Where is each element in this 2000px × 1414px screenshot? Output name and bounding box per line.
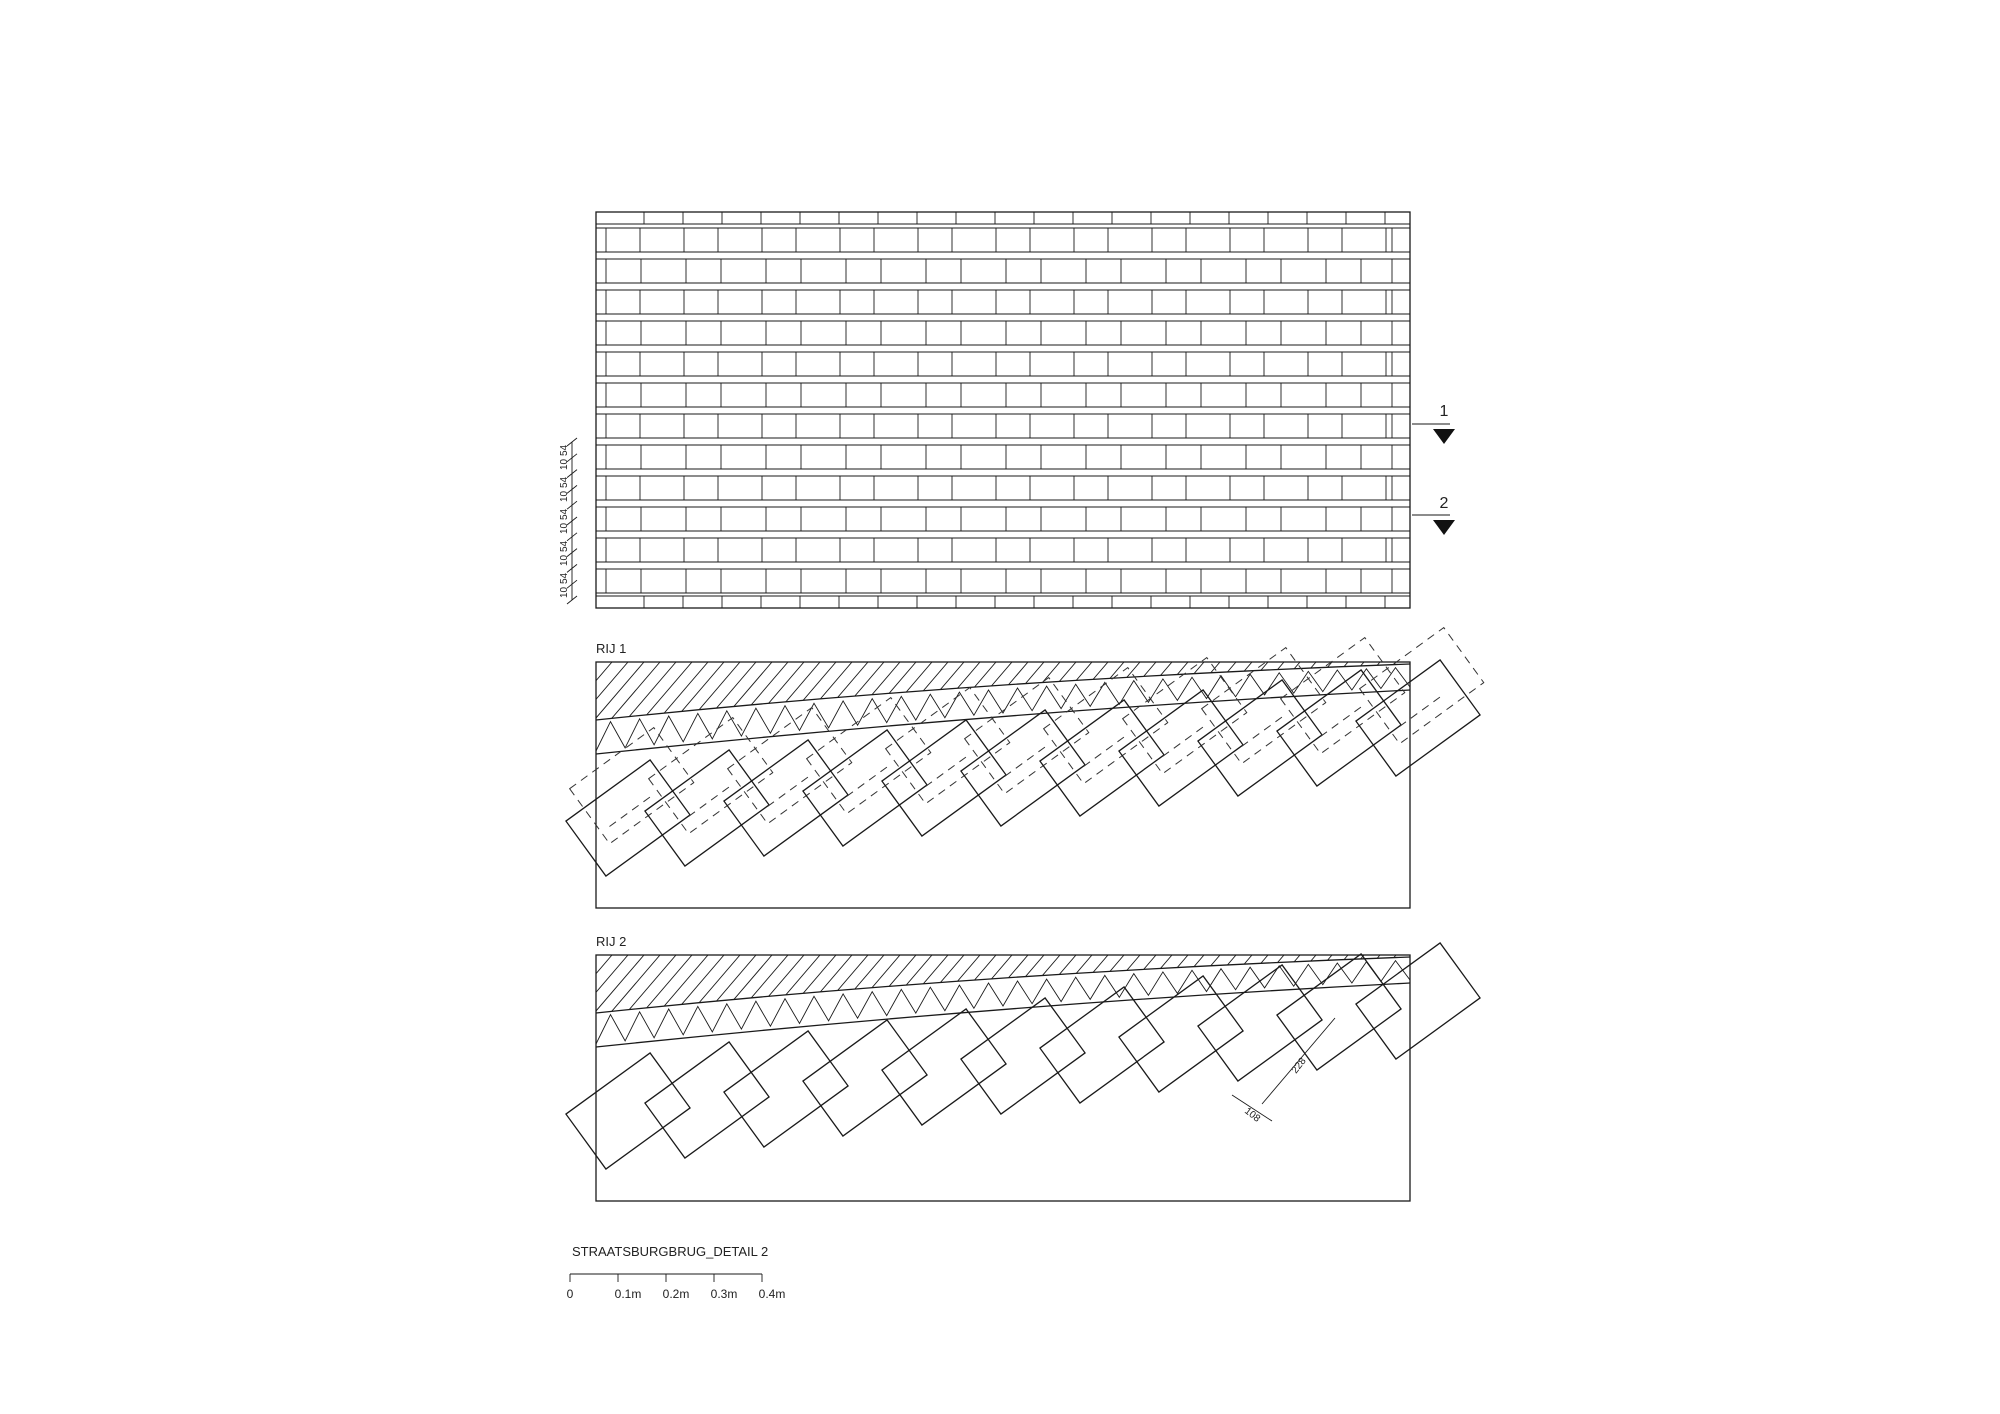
brick-elevation [596,212,1410,608]
dimension-joint-label: 10 [559,586,570,598]
hatch-line [1096,662,1156,732]
hatch-line [760,662,820,732]
brick-hidden-joint [1320,707,1360,736]
hatch-line [1464,662,1524,732]
hatch-line [1144,955,1204,1025]
drawing-title: STRAATSBURGBRUG_DETAIL 2 [572,1244,769,1259]
hatch-line [600,662,660,732]
brick [882,1009,1006,1125]
brick [1277,954,1401,1070]
brick-hidden-joint [1162,727,1202,756]
hatch-line [1320,955,1380,1025]
scale-bar-tick-label: 0.3m [710,1287,738,1301]
section-label-rij-2: RIJ 2 [596,934,627,949]
dimension-course-label: 54 [559,444,570,456]
hatch-line [1128,662,1188,732]
hatch-line [824,955,884,1025]
hatch-line [1016,662,1076,732]
brick-outline [1277,954,1401,1070]
brick-outline [566,1053,690,1169]
hatch-line [1032,662,1092,732]
brick-length-label: 228 [1289,1055,1309,1076]
hatch-line [1432,662,1492,732]
hatch-line [616,955,676,1025]
brick-outline [645,1042,769,1158]
brick-outline [961,998,1085,1114]
brick-hidden-joint [1241,717,1281,746]
hatch-line [552,662,612,732]
hatch-line [744,662,804,732]
scale-bar-tick-label: 0.2m [662,1287,690,1301]
hatch-line [1128,955,1188,1025]
section-marker-2-label: 2 [1439,495,1449,512]
hatch-line [1000,955,1060,1025]
hatch-line [1384,662,1444,732]
brick-hidden-joint [1399,697,1439,726]
hatch-line [1368,955,1428,1025]
hatch-line [1112,955,1172,1025]
section-rij-1 [536,628,1524,908]
section-frame [596,662,1410,908]
brick [1105,658,1261,806]
hatch-line [1416,955,1476,1025]
mortar-boundary [596,983,1410,1047]
hatch-line [584,955,644,1025]
brick [1356,943,1480,1059]
hatch-line [1016,955,1076,1025]
section-arrow-2-icon [1433,520,1455,535]
brick-outline [1356,943,1480,1059]
hatch-line [616,662,676,732]
brick [724,1031,848,1147]
hatch-line [728,662,788,732]
section-marker-2 [1412,495,1455,535]
mortar-boundary [596,690,1410,754]
brick-hidden-joint [688,787,728,816]
hatch-line [1080,955,1140,1025]
brick-hidden-joint [925,757,965,786]
dimension-course-label: 54 [559,540,570,552]
section-frame [596,955,1410,1201]
hatch-line [1352,662,1412,732]
brick [1342,628,1498,776]
section-marker-1-label: 1 [1439,403,1449,420]
brick [631,718,787,866]
brick-outline [882,1009,1006,1125]
hatch-line [728,955,788,1025]
hatch-line [1032,955,1092,1025]
hatch-line [968,955,1028,1025]
hatch-line [552,955,612,1025]
brick [1040,987,1164,1103]
scale-bar-tick-label: 0 [566,1287,574,1301]
brick-outline [1040,987,1164,1103]
dimension-joint-label: 10 [559,490,570,502]
hatch-line [952,955,1012,1025]
dimension-course-label: 54 [559,476,570,488]
hatch-line [648,662,708,732]
hatch-line [680,662,740,732]
hatch-line [1464,955,1524,1025]
brick-dimension [1232,1018,1335,1125]
hatch-line [696,955,756,1025]
brick [566,1053,690,1169]
hatch-line [744,955,804,1025]
hatch-line [696,662,756,732]
hatch-line [1352,955,1412,1025]
hatch-line [568,662,628,732]
brick-outline [724,1031,848,1147]
brick [961,998,1085,1114]
hatch-line [760,955,820,1025]
dimension-course-label: 54 [559,572,570,584]
hatch-line [1048,662,1108,732]
section-rij-2 [536,943,1524,1201]
hatch-line [680,955,740,1025]
section-marker-1 [1412,403,1455,444]
hatch-line [600,955,660,1025]
brick [1263,638,1419,786]
dimension-course-label: 54 [559,508,570,520]
brick-outline [803,1020,927,1136]
brick [789,698,945,846]
hatch-line [824,662,884,732]
scale-bar-tick-label: 0.4m [758,1287,786,1301]
hatch-line [952,662,1012,732]
insulation-zigzag [596,668,1410,751]
brick-hidden-joint [846,767,886,796]
brick-hidden-joint [767,777,807,806]
brick-width-label: 108 [1242,1105,1263,1125]
brick-hidden-joint [1004,747,1044,776]
hatch-line [568,955,628,1025]
hatch-line [1080,662,1140,732]
scale-bar-tick-label: 0.1m [614,1287,642,1301]
hatch-line [1112,662,1172,732]
hatch-line [1320,662,1380,732]
hatch-line [1144,662,1204,732]
section-label-rij-1: RIJ 1 [596,641,627,656]
brick [868,688,1024,836]
brick [645,1042,769,1158]
hatch-line [584,662,644,732]
hatch-line [648,955,708,1025]
dimension-joint-label: 10 [559,458,570,470]
hatch-line [536,955,596,1025]
dimension-joint-label: 10 [559,522,570,534]
brick-hidden-joint [1083,737,1123,766]
hatch-line [1432,955,1492,1025]
dimension-joint-label: 10 [559,554,570,566]
hatch-line [776,662,836,732]
hatch-line [1304,955,1364,1025]
hatch-line [1336,662,1396,732]
hatch-line [1448,662,1508,732]
hatch-line [536,662,596,732]
scale-bar [567,1274,786,1301]
section-arrow-1-icon [1433,429,1455,444]
brick-hidden-joint [609,797,649,826]
brick [803,1020,927,1136]
hatch-line [776,955,836,1025]
vertical-dimension-chain [559,438,577,604]
